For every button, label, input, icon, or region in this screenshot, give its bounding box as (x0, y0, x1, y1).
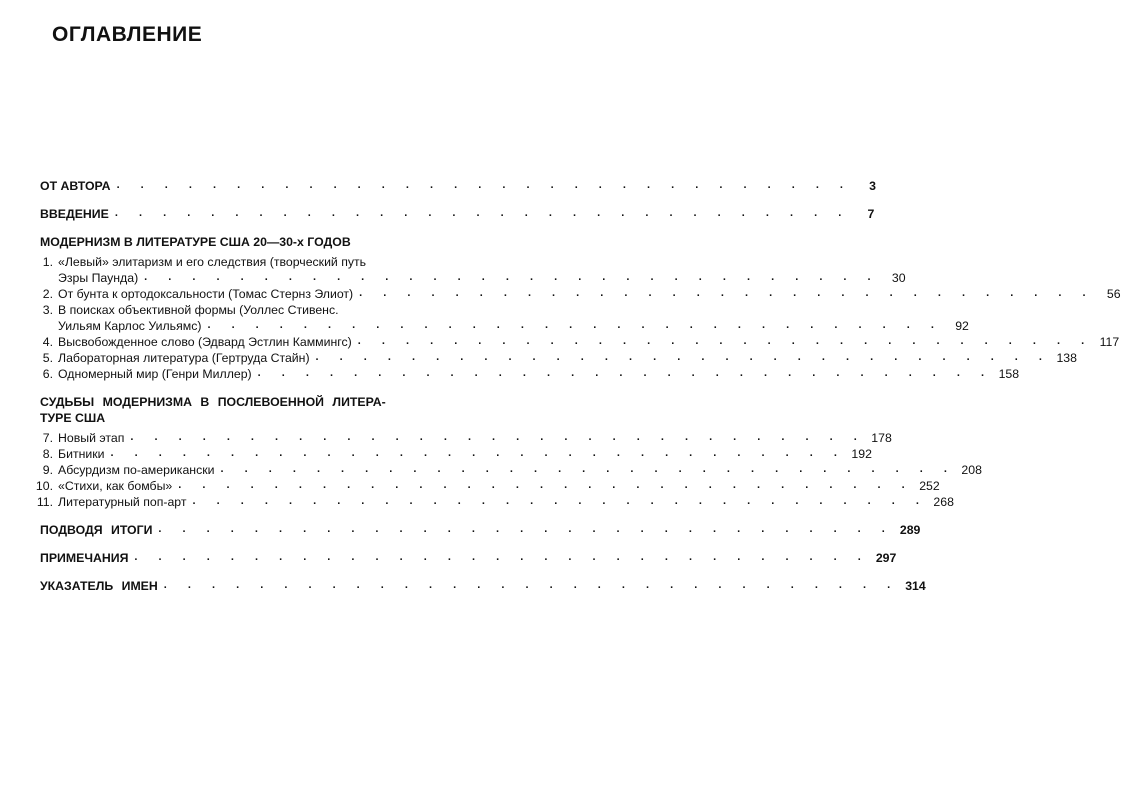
toc-subentry-text: Литературный поп-арт (58, 495, 187, 509)
toc-subentry-5 (40, 350, 1077, 366)
dot-leader: . . . . . . . . . . . . . . . . . . . . . . . . . . . . . . . (116, 179, 852, 191)
dot-leader: . . . . . . . . . . . . . . . . . . . . . . . . . . . . . . . (207, 319, 943, 331)
toc-subentry-page: 268 (933, 495, 954, 509)
dot-leader: . . . . . . . . . . . . . . . . . . . . . . . . . . . . . . . (178, 479, 914, 491)
toc-subentry-page: 92 (955, 319, 969, 333)
toc-subentry-text: От бунта к ортодоксальности (Томас Стернз Элиот) (58, 287, 354, 301)
toc-entry-page: 3 (869, 179, 876, 193)
toc-subentry-text: Абсурдизм по-американски (58, 463, 215, 477)
dot-leader: . . . . . . . . . . . . . . . . . . . . . . . . . . . . . . . (357, 335, 1094, 347)
dot-leader: . . . . . . . . . . . . . . . . . . . . . . . . . . . . . . . (315, 351, 1051, 363)
toc-subentry-text: Одномерный мир (Генри Миллер) (58, 367, 252, 381)
section-heading-part1: МОДЕРНИЗМ В ЛИТЕРАТУРЕ США 20—30-х ГОДОВ (40, 235, 351, 249)
dot-leader: . . . . . . . . . . . . . . . . . . . . . . . . . . . . . . . (110, 447, 846, 459)
toc-subentry-text: Битники (58, 447, 105, 461)
toc-subentry-number: 1. (42, 255, 53, 269)
toc-subentry-11 (36, 494, 954, 510)
toc-subentry-text: «Стихи, как бомбы» (58, 479, 173, 493)
toc-entry-page: 7 (867, 207, 875, 221)
toc-subentry-3 (40, 302, 969, 334)
table-of-contents (35, 178, 1121, 594)
toc-subentry-page: 138 (1056, 351, 1077, 365)
toc-subentry-text: Высвобожденное слово (Эдвард Эстлин Каммингс) (58, 335, 352, 349)
dot-leader: . . . . . . . . . . . . . . . . . . . . . . . . . . . . . . . (220, 463, 956, 475)
toc-subentry-1 (40, 254, 906, 286)
toc-entry-ukazatel-imen (40, 578, 926, 594)
toc-subentry-page: 56 (1106, 287, 1121, 301)
toc-subentry-4 (40, 334, 1120, 350)
toc-subentry-10 (35, 478, 940, 494)
dot-leader: . . . . . . . . . . . . . . . . . . . . . . . . . . . . . . . (158, 523, 894, 535)
toc-subentry-6 (40, 366, 1020, 382)
dot-leader: . . . . . . . . . . . . . . . . . . . . . . . . . . . . . . . (134, 551, 870, 563)
toc-subentry-number: 9. (42, 463, 53, 477)
toc-subentry-page: 192 (851, 447, 872, 461)
toc-entry-page: 297 (875, 551, 897, 565)
dot-leader: . . . . . . . . . . . . . . . . . . . . . . . . . . . . . . . (114, 207, 851, 219)
dot-leader: . . . . . . . . . . . . . . . . . . . . . . . . . . . . . . . (144, 271, 880, 283)
toc-subentry-number: 7. (42, 431, 53, 445)
toc-entry-label: УКАЗАТЕЛЬ ИМЕН (40, 579, 158, 593)
toc-subentry-8 (40, 446, 872, 462)
toc-subentry-page: 208 (961, 463, 982, 477)
toc-entry-page: 314 (905, 579, 926, 593)
toc-entry-label: ОТ АВТОРА (40, 179, 111, 193)
section-heading-line: ТУРЕ США (40, 411, 106, 425)
toc-subentry-text: «Левый» элитаризм и его следствия (творческий путь (58, 255, 367, 269)
toc-subentry-page: 178 (871, 431, 892, 445)
section-heading-line: СУДЬБЫ МОДЕРНИЗМА В ПОСЛЕВОЕННОЙ ЛИТЕРА- (40, 395, 386, 409)
toc-subentry-page: 117 (1099, 335, 1120, 349)
toc-subentry-text: Новый этап (58, 431, 125, 445)
toc-subentry-page: 30 (891, 271, 906, 285)
toc-subentry-number: 5. (42, 351, 53, 365)
toc-subentry-number: 6. (42, 367, 53, 381)
toc-subentry-number: 8. (42, 447, 53, 461)
toc-entry-vvedenie (40, 206, 875, 222)
toc-subentry-number: 2. (42, 287, 53, 301)
toc-subentry-9 (40, 462, 982, 478)
toc-entry-page: 289 (899, 523, 921, 537)
toc-subentry-page: 158 (998, 367, 1020, 381)
toc-entry-label: ПОДВОДЯ ИТОГИ (40, 523, 153, 537)
toc-subentry-text: Эзры Паунда) (58, 271, 139, 285)
dot-leader: . . . . . . . . . . . . . . . . . . . . . . . . . . . . . . . (257, 367, 994, 379)
toc-subentry-text: Уильям Карлос Уильямс) (58, 319, 202, 333)
toc-subentry-number: 11. (36, 495, 53, 509)
toc-subentry-number: 10. (35, 479, 53, 493)
dot-leader: . . . . . . . . . . . . . . . . . . . . . . . . . . . . . . . (130, 431, 866, 443)
toc-subentry-number: 4. (42, 335, 53, 349)
toc-entry-label: ПРИМЕЧАНИЯ (40, 551, 129, 565)
dot-leader: . . . . . . . . . . . . . . . . . . . . . . . . . . . . . . . (359, 287, 1095, 299)
toc-entry-ot-avtora (40, 178, 876, 194)
dot-leader: . . . . . . . . . . . . . . . . . . . . . . . . . . . . . . . (163, 579, 900, 591)
toc-entry-podvodya-itogi (40, 522, 921, 538)
toc-subentry-text: Лабораторная литература (Гертруда Стайн) (58, 351, 310, 365)
toc-subentry-number: 3. (42, 303, 53, 317)
toc-subentry-7 (40, 430, 892, 446)
toc-subentry-text: В поисках объективной формы (Уоллес Стивенс. (58, 303, 339, 317)
toc-entry-primechaniya (40, 550, 897, 566)
page-title: ОГЛАВЛЕНИЕ (52, 23, 203, 46)
dot-leader: . . . . . . . . . . . . . . . . . . . . . . . . . . . . . . . (192, 495, 928, 507)
toc-subentry-page: 252 (919, 479, 940, 493)
toc-subentry-2 (40, 286, 1121, 302)
section-heading-part2 (40, 394, 420, 426)
toc-entry-label: ВВЕДЕНИЕ (40, 207, 109, 221)
